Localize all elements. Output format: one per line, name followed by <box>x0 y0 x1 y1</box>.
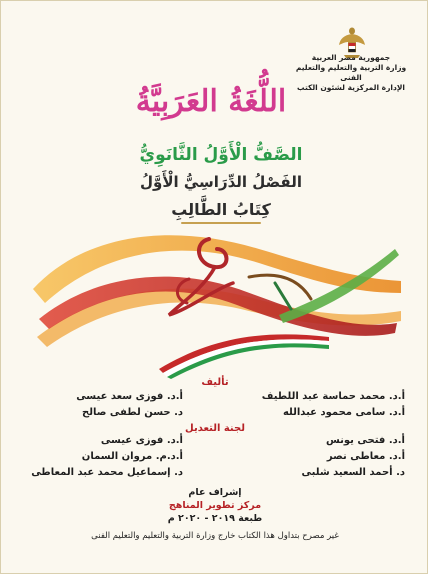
editing-committee-heading: لجنة التعديل <box>185 423 245 434</box>
editor-name: د. إسماعيل محمد عبد المعاطى <box>31 467 183 478</box>
cover-ribbon-artwork <box>29 219 401 379</box>
author-name: أ.د. سامى محمود عبدالله <box>282 407 405 418</box>
ministry-line: وزارة التربية والتعليم والتعليم الفنى <box>295 63 407 82</box>
book-title: اللُّغَةُ العَرَبِيَّةُ <box>135 84 287 119</box>
supervision-heading: إشراف عام <box>188 487 242 498</box>
curriculum-center: مركز تطوير المناهج <box>168 500 262 511</box>
editor-name: أ.د. معاطى نصر <box>326 451 405 462</box>
author-name: أ.د. محمد حماسة عبد اللطيف <box>261 391 405 402</box>
author-name: د. حسن لطفى صالح <box>82 407 183 418</box>
student-book-label: كِتَابُ الطَّالِبِ <box>151 200 291 224</box>
author-name: أ.د. فوزى سعد عيسى <box>76 391 183 402</box>
edition-year: طبعة ٢٠١٩ - ٢٠٢٠ م <box>167 513 263 524</box>
editor-name: أ.د. فوزى عيسى <box>100 435 183 446</box>
grade-title: الصَّفُّ الْأَوَّلُ الثَّانَوِيُّ <box>139 145 303 165</box>
distribution-notice: غير مصرح بتداول هذا الكتاب خارج وزارة التربية والتعليم والتعليم الفنى <box>91 531 339 541</box>
authors-heading: تأليف <box>201 377 229 388</box>
term-title: الفَصْلُ الدِّرَاسِيُّ الْأَوَّلُ <box>140 173 302 191</box>
editor-name: أ.د.م. مروان السمان <box>81 451 183 462</box>
editor-name: أ.د. فتحى يونس <box>326 435 405 446</box>
ministry-line: جمهورية مصر العربية <box>311 53 391 62</box>
editor-name: د. أحمد السعيد شلبى <box>301 467 405 478</box>
ministry-line: الإدارة المركزية لشئون الكتب <box>297 83 405 92</box>
